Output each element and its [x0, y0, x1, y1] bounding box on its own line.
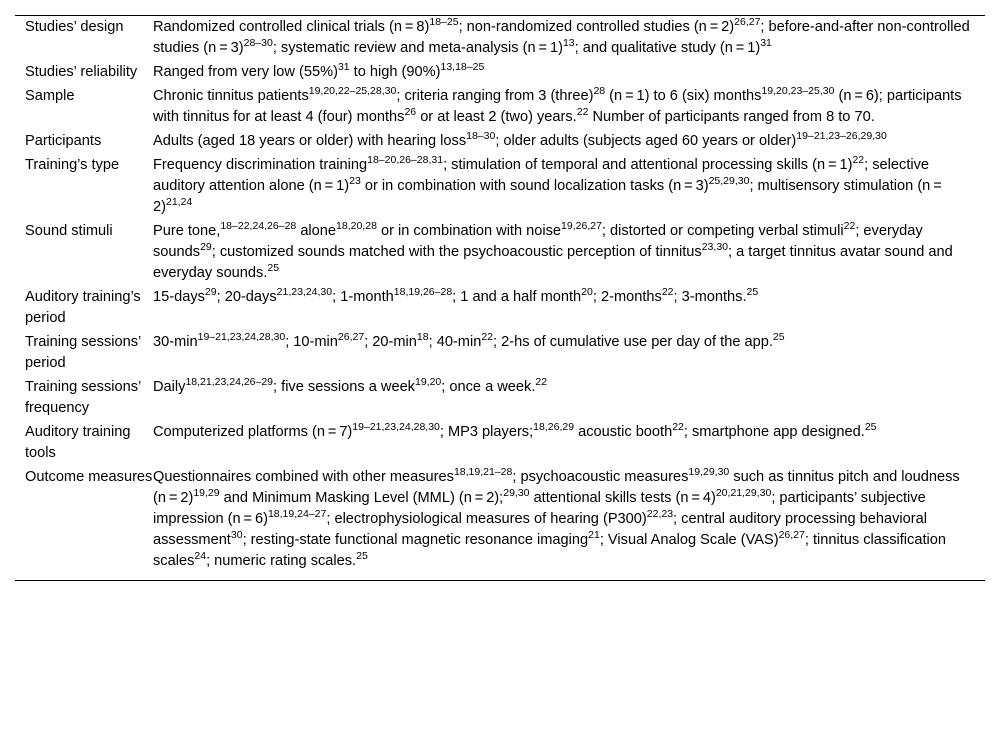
citation-superscript: 25: [772, 331, 785, 344]
row-label: Training’s type: [25, 157, 120, 173]
citation-superscript: 22: [661, 286, 674, 299]
description-text: ; Visual Analog Scale (VAS): [599, 532, 779, 548]
citation-superscript: 18,19,24–27: [267, 508, 327, 521]
citation-superscript: 18,21,23,24,26–29: [185, 376, 274, 389]
citation-superscript: 28–30: [243, 37, 273, 50]
row-label: Participants: [25, 133, 102, 149]
citation-superscript: 22: [852, 154, 865, 167]
description-text: ; 1-month: [332, 289, 394, 305]
description-text: ; 40-min: [428, 334, 482, 350]
citation-superscript: 18: [416, 331, 429, 344]
description-text: ; tinnitus classification scales: [153, 532, 946, 569]
description-text: ; smartphone app designed.: [683, 424, 865, 440]
row-label: Training sessions’ frequency: [25, 379, 141, 416]
row-description: [153, 155, 985, 221]
row-description: [153, 332, 985, 377]
citation-superscript: 21,24: [165, 196, 193, 209]
citation-superscript: 29,30: [503, 487, 530, 500]
description-text: ; before-and-after non-controlled studies (n = 3): [153, 19, 970, 56]
citation-superscript: 23: [349, 175, 361, 188]
description-text: Ranged from very low (55%): [153, 64, 338, 80]
description-text: ; central auditory processing behavioral assessment: [153, 511, 927, 548]
description-text: ; everyday sounds: [153, 223, 923, 260]
table-row: [15, 16, 985, 62]
description-text: Number of participants ranged from 8 to 70.: [588, 109, 875, 125]
description-text: and Minimum Masking Level (MML) (n = 2);: [219, 490, 504, 506]
citation-superscript: 18,26,29: [533, 421, 575, 434]
description-text: acoustic booth: [574, 424, 673, 440]
citation-superscript: 21,23,24,30: [276, 286, 333, 299]
row-description: [153, 221, 985, 287]
description-text: 15-days: [153, 289, 205, 305]
citation-superscript: 25: [356, 550, 368, 563]
citation-superscript: 18–22,24,26–28: [220, 220, 297, 233]
table-row: [15, 287, 985, 332]
citation-superscript: 19,29,30: [688, 466, 730, 479]
citation-superscript: 18–20,26–28,31: [367, 154, 444, 167]
row-description: [153, 131, 985, 155]
row-label: Studies’ reliability: [25, 64, 138, 80]
citation-superscript: 18,20,28: [336, 220, 377, 233]
citation-superscript: 19,20,22–25,28,30: [308, 85, 397, 98]
description-text: ; 2-hs of cumulative use per day of the app.: [493, 334, 773, 350]
row-label: Training sessions’ period: [25, 334, 141, 371]
table-body: [15, 16, 985, 580]
citation-superscript: 22: [843, 220, 856, 233]
row-label: Sample: [25, 88, 75, 104]
row-description: [153, 422, 985, 467]
citation-superscript: 19–21,23,24,28,30: [352, 421, 440, 434]
description-text: ; MP3 players;: [439, 424, 534, 440]
citation-superscript: 18,19,21–28: [453, 466, 513, 479]
description-text: ; participants’ subjective impression (n = 6): [153, 490, 926, 527]
description-text: such as tinnitus pitch and loudness (n = 2): [153, 469, 960, 506]
description-text: ; 1 and a half month: [452, 289, 582, 305]
citation-superscript: 22: [535, 376, 548, 389]
row-label: Auditory training’s period: [25, 289, 141, 326]
description-text: ; five sessions a week: [273, 379, 415, 395]
description-text: Computerized platforms (n = 7): [153, 424, 353, 440]
description-text: ; customized sounds matched with the psychoacoustic perception of tinnitus: [211, 244, 702, 260]
citation-superscript: 18–25: [429, 16, 459, 29]
table-row: [15, 155, 985, 221]
description-text: ; 3-months.: [673, 289, 747, 305]
description-text: Questionnaires combined with other measures: [153, 469, 454, 485]
description-text: ; stimulation of temporal and attentional processing skills (n = 1): [443, 157, 853, 173]
citation-superscript: 23,30: [701, 241, 728, 254]
citation-superscript: 19,20,23–25,30: [761, 85, 835, 98]
description-text: ; resting-state functional magnetic resonance imaging: [242, 532, 589, 548]
description-text: ; 10-min: [285, 334, 338, 350]
row-label: Outcome measures: [25, 469, 153, 485]
row-description: [153, 377, 985, 422]
description-text: ; non-randomized controlled studies (n = 2): [458, 19, 735, 35]
description-text: Chronic tinnitus patients: [153, 88, 309, 104]
citation-superscript: 31: [337, 61, 350, 74]
description-text: 30-min: [153, 334, 198, 350]
citation-superscript: 25: [746, 286, 759, 299]
description-text: Adults (aged 18 years or older) with hearing loss: [153, 133, 467, 149]
description-text: ; 2-months: [592, 289, 662, 305]
citation-superscript: 19–21,23–26,29,30: [796, 130, 887, 143]
description-text: ; a target tinnitus avatar sound and everyday sounds.: [153, 244, 953, 281]
citation-superscript: 25: [267, 262, 280, 275]
table-row: [15, 62, 985, 86]
description-text: Pure tone,: [153, 223, 221, 239]
citation-superscript: 22,23: [646, 508, 674, 521]
citation-superscript: 22: [481, 331, 494, 344]
table-rows: [15, 16, 985, 580]
citation-superscript: 26,27: [778, 529, 805, 542]
citation-superscript: 19–21,23,24,28,30: [197, 331, 286, 344]
characteristics-table: [15, 15, 985, 581]
description-text: (n = 6); participants with tinnitus for at least 4 (four) months: [153, 88, 962, 125]
citation-superscript: 19,20: [414, 376, 442, 389]
citation-superscript: 24: [194, 550, 207, 563]
description-text: ; numeric rating scales.: [206, 553, 357, 569]
description-text: (n = 1) to 6 (six) months: [605, 88, 762, 104]
table-row: [15, 131, 985, 155]
description-text: Frequency discrimination training: [153, 157, 368, 173]
table-row: [15, 422, 985, 467]
description-text: ; psychoacoustic measures: [512, 469, 689, 485]
row-label: Sound stimuli: [25, 223, 113, 239]
citation-superscript: 22: [672, 421, 684, 434]
description-text: ; electrophysiological measures of hearing (P300): [326, 511, 647, 527]
description-text: to high (90%): [349, 64, 441, 80]
description-text: ; criteria ranging from 3 (three): [396, 88, 594, 104]
citation-superscript: 25,29,30: [708, 175, 750, 188]
citation-superscript: 20,21,29,30: [715, 487, 772, 500]
row-label: Studies’ design: [25, 19, 124, 35]
row-description: [153, 287, 985, 332]
table-row: [15, 86, 985, 131]
citation-superscript: 13,18–25: [440, 61, 485, 74]
description-text: or at least 2 (two) years.: [416, 109, 577, 125]
row-label: Auditory training tools: [25, 424, 131, 461]
description-text: ; older adults (subjects aged 60 years or older): [495, 133, 797, 149]
description-text: ; multisensory stimulation (n = 2): [153, 178, 945, 215]
description-text: or in combination with noise: [376, 223, 562, 239]
citation-superscript: 26,27: [734, 16, 761, 29]
table-row: [15, 221, 985, 287]
row-description: [153, 86, 985, 131]
citation-superscript: 20: [581, 286, 593, 299]
description-text: Randomized controlled clinical trials (n = 8): [153, 19, 430, 35]
description-text: alone: [296, 223, 337, 239]
citation-superscript: 29: [200, 241, 212, 254]
description-text: ; distorted or competing verbal stimuli: [601, 223, 844, 239]
citation-superscript: 21: [588, 529, 600, 542]
citation-superscript: 22: [576, 106, 589, 119]
citation-superscript: 13: [562, 37, 575, 50]
citation-superscript: 25: [864, 421, 877, 434]
description-text: ; once a week.: [441, 379, 536, 395]
description-text: ; selective auditory attention alone (n = 1): [153, 157, 930, 194]
description-text: ; 20-days: [216, 289, 277, 305]
citation-superscript: 18–30: [466, 130, 496, 143]
citation-superscript: 18,19,26–28: [393, 286, 453, 299]
citation-superscript: 26,27: [337, 331, 365, 344]
citation-superscript: 29: [204, 286, 217, 299]
description-text: Daily: [153, 379, 186, 395]
table-row: [15, 377, 985, 422]
table-row: [15, 332, 985, 377]
description-text: ; and qualitative study (n = 1): [574, 40, 761, 56]
row-description: [153, 16, 985, 62]
citation-superscript: 26: [404, 106, 417, 119]
citation-superscript: 28: [593, 85, 606, 98]
description-text: or in combination with sound localization tasks (n = 3): [360, 178, 709, 194]
description-text: attentional skills tests (n = 4): [529, 490, 716, 506]
description-text: ; systematic review and meta-analysis (n = 1): [272, 40, 563, 56]
citation-superscript: 31: [760, 37, 772, 50]
table-row: [15, 467, 985, 580]
citation-superscript: 30: [230, 529, 243, 542]
description-text: ; 20-min: [364, 334, 417, 350]
citation-superscript: 19,29: [193, 487, 220, 500]
citation-superscript: 19,26,27: [561, 220, 602, 233]
row-description: [153, 62, 985, 86]
row-description: [153, 467, 985, 580]
